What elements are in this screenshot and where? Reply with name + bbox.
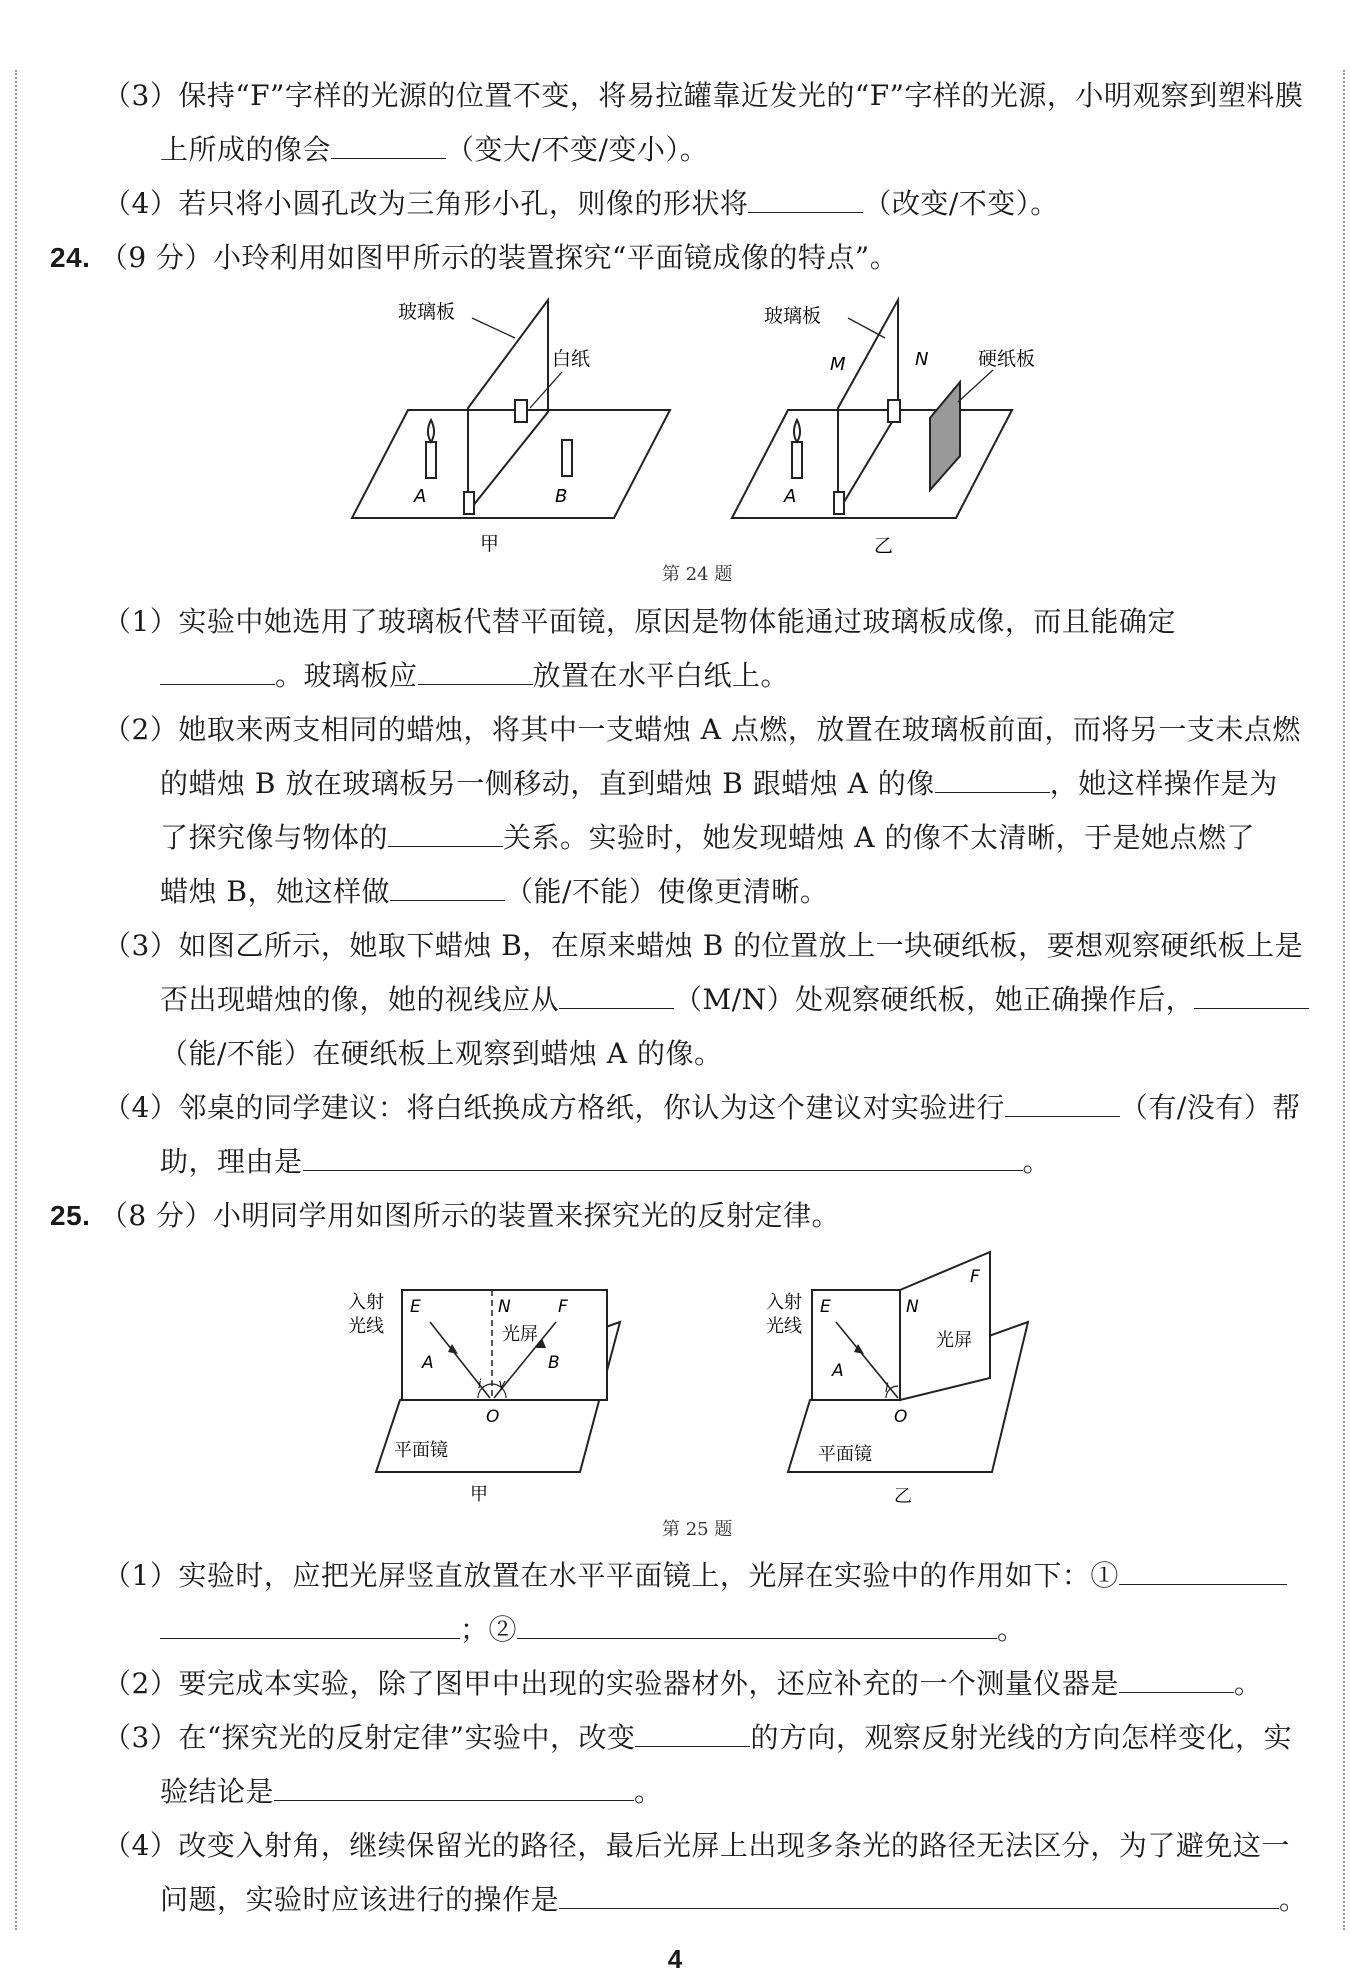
label-a-yi: A [832, 1361, 844, 1381]
incident-label-1: 入射 [348, 1292, 384, 1313]
answer-blank[interactable] [331, 132, 446, 159]
q25-figure-yi [788, 1252, 1028, 1472]
answer-blank[interactable] [559, 1882, 1279, 1909]
page-number: 4 [667, 1944, 683, 1974]
answer-blank[interactable] [418, 658, 533, 685]
candle-a [426, 442, 436, 478]
label-o: O [486, 1407, 500, 1427]
figure-caption-yi: 乙 [874, 535, 894, 557]
glass-label-yi: 玻璃板 [764, 305, 822, 327]
white-paper-table [352, 410, 670, 518]
glass-label: 玻璃板 [398, 301, 456, 323]
glass-plate [468, 300, 548, 512]
figure-caption-yi: 乙 [894, 1486, 912, 1507]
q24-part2-line3: 了探究像与物体的 关系。实验时，她发现蜡烛 A 的像不太清晰，于是她点燃了 [160, 821, 1256, 854]
answer-blank[interactable] [1194, 982, 1309, 1009]
flame-icon [428, 420, 434, 442]
label-n-yi: N [906, 1297, 919, 1317]
q25-figure [340, 1250, 1060, 1515]
cardboard-label: 硬纸板 [978, 348, 1036, 370]
answer-blank[interactable] [1119, 1558, 1287, 1585]
q24-part1-line2: 。玻璃板应 放置在水平白纸上。 [160, 658, 789, 694]
label-b: B [548, 1353, 560, 1373]
label-a-yi: A [784, 486, 797, 507]
q24-part2-line4: 蜡烛 B，她这样做 （能/不能）使像更清晰。 [160, 875, 829, 908]
label-m: M [830, 354, 846, 375]
q25-part2: （2）要完成本实验，除了图甲中出现的实验器材外，还应补充的一个测量仪器是 。 [103, 1667, 1263, 1700]
q24-figure-yi [732, 300, 1012, 518]
label-a: A [422, 1353, 434, 1373]
q25-figure-caption: 第 25 题 [662, 1519, 733, 1540]
q24-part2-line2: 的蜡烛 B 放在玻璃板另一侧移动，直到蜡烛 B 跟蜡烛 A 的像 ，她这样操作是为 [160, 767, 1278, 800]
incident-label-1-yi: 入射 [766, 1292, 802, 1313]
label-r: γ [498, 1377, 506, 1391]
q24-part3-line1: （3）如图乙所示，她取下蜡烛 B，在原来蜡烛 B 的位置放上一块硬纸板，要想观察硬纸板上是 [103, 929, 1304, 962]
left-margin-line [15, 70, 17, 1930]
answer-blank[interactable] [1005, 1090, 1120, 1117]
q24-figure [340, 290, 1050, 565]
answer-blank[interactable] [748, 186, 863, 213]
white-paper-table-yi [732, 410, 1012, 518]
q25-part1-line1: （1）实验时，应把光屏竖直放置在水平平面镜上，光屏在实验中的作用如下：① [103, 1558, 1287, 1594]
label-f-yi: F [970, 1267, 980, 1287]
q24-part2-line1: （2）她取来两支相同的蜡烛，将其中一支蜡烛 A 点燃，放置在玻璃板前面，而将另一支未点燃 [103, 713, 1301, 746]
answer-blank[interactable] [559, 982, 674, 1009]
incident-label-2: 光线 [348, 1316, 384, 1337]
q24-stem: 24. （9 分）小玲利用如图甲所示的装置探究“平面镜成像的特点”。 [50, 241, 899, 274]
label-i: i [478, 1377, 482, 1391]
q25-part3-line2: 验结论是 。 [160, 1775, 663, 1808]
screen-label: 光屏 [502, 1324, 538, 1345]
label-n: N [915, 349, 929, 370]
q24-part3-line3: （能/不能）在硬纸板上观察到蜡烛 A 的像。 [160, 1037, 723, 1070]
q25-stem: 25. （8 分）小明同学用如图所示的装置来探究光的反射定律。 [50, 1199, 841, 1232]
answer-blank[interactable] [274, 1774, 634, 1801]
flame-icon [794, 420, 800, 442]
answer-blank[interactable] [388, 820, 503, 847]
cardboard [930, 382, 960, 490]
q23-part4: （4）若只将小圆孔改为三角形小孔，则像的形状将 （改变/不变）。 [103, 187, 1059, 220]
figure-caption-jia: 甲 [470, 1484, 488, 1505]
label-o-yi: O [894, 1407, 908, 1427]
label-e-yi: E [820, 1297, 831, 1317]
label-f: F [558, 1297, 568, 1317]
q24-figure-caption: 第 24 题 [662, 564, 733, 585]
answer-blank[interactable] [1119, 1666, 1234, 1693]
answer-blank[interactable] [517, 1612, 997, 1639]
figure-caption-jia: 甲 [480, 533, 500, 555]
screen-label-yi: 光屏 [936, 1330, 972, 1351]
incident-label-2-yi: 光线 [766, 1316, 802, 1337]
q24-figure-jia [352, 300, 670, 518]
answer-blank[interactable] [390, 874, 505, 901]
candle-b [562, 440, 572, 476]
answer-blank[interactable] [303, 1144, 1023, 1171]
answer-blank[interactable] [160, 658, 275, 685]
answer-blank[interactable] [635, 1720, 750, 1747]
label-b: B [555, 486, 568, 507]
q25-part4-line2: 问题，实验时应该进行的操作是 。 [160, 1883, 1308, 1916]
q24-part1-line1: （1）实验中她选用了玻璃板代替平面镜，原因是物体能通过玻璃板成像，而且能确定 [103, 605, 1176, 638]
label-i-yi: i [885, 1381, 889, 1395]
q25-part4-line1: （4）改变入射角，继续保留光的路径，最后光屏上出现多条光的路径无法区分，为了避免这一 [103, 1829, 1290, 1862]
paper-label: 白纸 [552, 348, 591, 370]
q23-part3-line1: （3）保持“F”字样的光源的位置不变，将易拉罐靠近发光的“F”字样的光源，小明观察到塑料膜 [103, 79, 1304, 112]
q24-part4-line2: 助，理由是 。 [160, 1145, 1052, 1178]
label-n: N [498, 1297, 511, 1317]
q25-part1-line2: ；② 。 [160, 1612, 1026, 1648]
answer-blank[interactable] [935, 766, 1050, 793]
right-margin-line [1343, 70, 1345, 1930]
q24-part3-line2: 否出现蜡烛的像，她的视线应从 （M/N）处观察硬纸板，她正确操作后， [160, 982, 1309, 1018]
mirror-label: 平面镜 [394, 1440, 448, 1461]
mirror-label-yi: 平面镜 [818, 1444, 872, 1465]
candle-a-yi [792, 442, 802, 478]
q24-part4-line1: （4）邻桌的同学建议：将白纸换成方格纸，你认为这个建议对实验进行 （有/没有）帮 [103, 1091, 1301, 1124]
label-e: E [410, 1297, 421, 1317]
q23-part3-line2: 上所成的像会 （变大/不变/变小）。 [160, 133, 709, 166]
label-a: A [414, 486, 427, 507]
q25-part3-line1: （3）在“探究光的反射定律”实验中，改变 的方向，观察反射光线的方向怎样变化，实 [103, 1721, 1292, 1754]
answer-blank[interactable] [160, 1612, 460, 1639]
